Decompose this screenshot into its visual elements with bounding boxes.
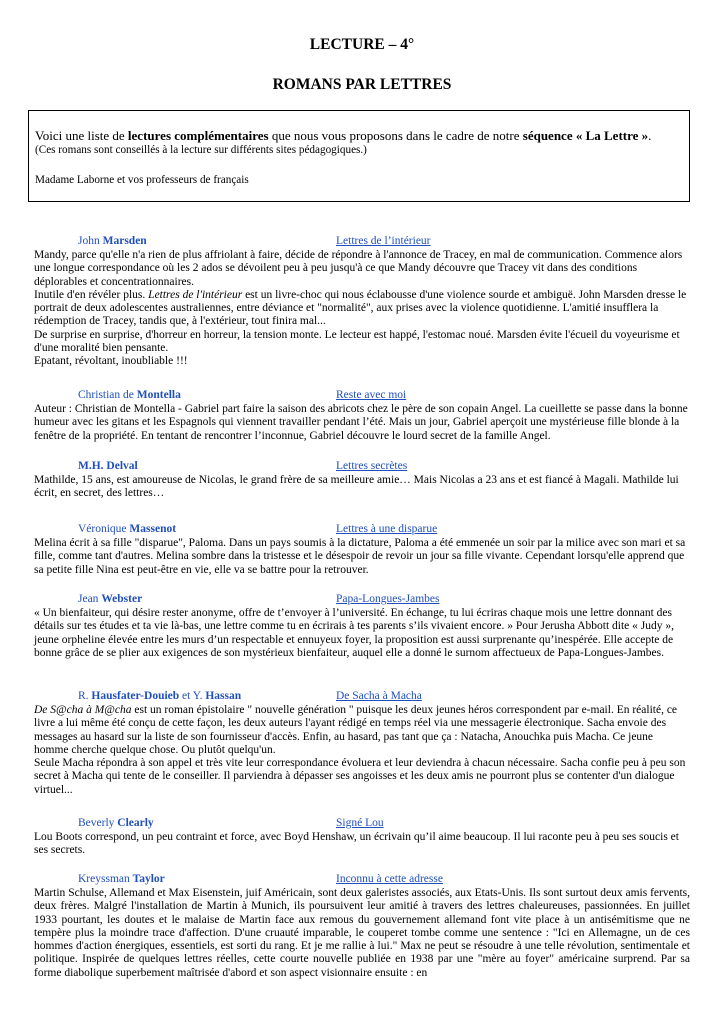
book-author: Jean Webster <box>78 593 143 605</box>
book-title-link[interactable]: Lettres de l’intérieur <box>336 235 431 247</box>
book-title-link[interactable]: Reste avec moi <box>336 389 407 401</box>
book-author: Kreyssman Taylor <box>78 873 165 885</box>
book-summary: Melina écrit à sa fille "disparue", Paloma. Dans un pays soumis à la dictature, Paloma a été emmenée un soir par la milice avec son mari et sa fille, comme tant d'autres. Melina sombre dans la tristesse et le désespoir de revoir un jour sa fille vivante. Cependant lorsqu'elle apprend que sa petite fille Nina est peut-être en vie, elle va se battre pour la retrouver. <box>34 537 686 576</box>
book-author: R. Hausfater-Douieb et Y. Hassan <box>78 690 242 702</box>
book-title-link[interactable]: Signé Lou <box>336 817 384 829</box>
book-author: Véronique Massenot <box>78 523 177 535</box>
book-entry <box>34 690 690 797</box>
book-entry <box>34 873 690 980</box>
book-summary: « Un bienfaiteur, qui désire rester anonyme, offre de t’envoyer à l’université. En échange, tu lui écriras chaque mois une lettre donnant des détails sur tes études et ta vie là-bas, une lettre comme tu en écrirais à tes parents s’ils vivaient encore. » Pour Jerusha Abbott dite « Judy », jeune orpheline élevée entre les murs d’un respectable et ennuyeux foyer, la proposition est aussi surprenante qu’inespérée. Elle accepte de bonne grâce de se plier aux exigences de son mystérieux bienfaiteur, auquel elle a donné le surnom affectueux de Papa-Longues-Jambes. <box>34 607 674 659</box>
book-entry <box>34 523 690 577</box>
book-title-link[interactable]: Lettres secrètes <box>336 460 408 472</box>
book-title-link[interactable]: Inconnu à cette adresse <box>336 873 443 885</box>
intro-text: Voici une liste de lectures complémentaires que nous vous proposons dans le cadre de notre séquence « La Lettre ». <box>35 128 652 143</box>
book-author: M.H. Delval <box>78 460 138 472</box>
book-entry <box>34 235 690 369</box>
book-summary: Auteur : Christian de Montella - Gabriel part faire la saison des abricots chez le père de son copain Angel. La cueillette se passe dans la bonne humeur avec les gitans et les Espagnols qui viennent travailler pendant l’été. Mais un jour, Gabriel aperçoit une mystérieuse fille blonde à la fenêtre de la propriété. En tentant de rencontrer l’inconnue, Gabriel découvre le lourd secret de la famille Angel. <box>34 403 688 442</box>
book-title-link[interactable]: Papa-Longues-Jambes <box>336 593 440 605</box>
book-summary: Lou Boots correspond, un peu contraint et force, avec Boyd Henshaw, un écrivain qu’il aime beaucoup. Il lui raconte peu à peu ses soucis et ses secrets. <box>34 831 679 857</box>
book-entry <box>34 593 690 660</box>
book-entry <box>34 389 690 443</box>
book-entry <box>34 460 690 501</box>
page-title: LECTURE – 4° <box>309 36 415 53</box>
book-author: Christian de Montella <box>78 389 181 401</box>
book-author: John Marsden <box>78 235 147 247</box>
intro-note: (Ces romans sont conseillés à la lecture sur différents sites pédagogiques.) <box>35 144 367 156</box>
book-title-link[interactable]: De Sacha à Macha <box>336 690 422 702</box>
page-subtitle: ROMANS PAR LETTRES <box>272 76 452 93</box>
book-summary: Mandy, parce qu'elle n'a rien de plus affriolant à faire, décide de répondre à l'annonce de Tracey, en mal de communication. Commence alors une longue correspondance où les 2 ados se dévoilent peu à peu jusqu'à ce que Mandy découvre que Tracey vit dans des conditions déplorables et concentrationnaires. Inutile d'en révéler plus. Lettres de l'intérieur est un livre-choc qui nous éclabousse d'une violence sourde et ambiguë. John Marsden dresse le portrait de deux adolescentes australiennes, entre déviance et "normalité", aux prises avec la violence quotidienne. L'amitié insufflera la rédemption de Tracey, tandis que, à l'extérieur, tout finira mal... De surprise en surprise, d'horreur en horreur, la tension monte. Le lecteur est happé, l'estomac noué. Marsden évite l'écueil du voyeurisme et d'une moralité bien pensante. Epatant, révoltant, inoubliable !!! <box>34 249 687 368</box>
intro-signature: Madame Laborne et vos professeurs de français <box>35 174 249 186</box>
book-entry <box>34 817 690 858</box>
intro-box <box>28 110 690 202</box>
book-title-link[interactable]: Lettres à une disparue <box>336 523 438 535</box>
book-summary: Mathilde, 15 ans, est amoureuse de Nicolas, le grand frère de sa meilleure amie… Mais Nicolas a 23 ans et est fiancé à Magali. Mathilde lui écrit, en secret, des lettres… <box>34 474 679 500</box>
book-summary: Martin Schulse, Allemand et Max Eisenstein, juif Américain, sont deux galeristes associés, aux Etats-Unis. Ils sont surtout deux amis fervents, deux frères. Malgré l'installation de Martin à Munich, ils poursuivent leur amitié à travers des lettres chaleureuses, passionnées. En juillet 1933 pourtant, les doutes et le malaise de Martin face aux remous du gouvernement allemand font vite place à un antisémitisme que ne tempère plus la moindre trace d'affection. D'une cruauté imparable, le couperet tombe comme une sentence : "Ici en Allemagne, un de ces hommes d'action énergiques, essentiels, est sorti du rang. Et je me rallie à lui." Max ne peut se résoudre à une telle révolution, sentimentale et politique. Inspirée de quelques lettres réelles, cette courte nouvelle publiée en 1938 par une "mère au foyer" américaine surprend. Par sa forme diabolique superbement maîtrisée d'abord et son aspect visionnaire ensuite : en <box>34 887 690 979</box>
book-author: Beverly Clearly <box>78 817 154 829</box>
book-summary: De S@cha à M@cha est un roman épistolaire " nouvelle génération " puisque les deux jeunes héros correspondent par e-mail. En réalité, ce livre a lui même été conçu de cette façon, les deux auteurs l'ayant rédigé en temps réel via une messagerie électronique. Sacha envoie des messages au hasard sur la liste de son fournisseur d'accès. Enfin, au hasard, pas tant que ça : Natacha, Anouchka puis Macha. Ce jeune homme cherche quelque chose. Ou plutôt quelqu'un. Seule Macha répondra à son appel et très vite leur correspondance évoluera et leur deviendra à chacun nécessaire. Sacha confie peu à peu son secret à Macha qui tente de le conseiller. Il parviendra à dépasser ses angoisses et les deux amis ne pourront plus se contenter d'un dialogue virtuel... <box>34 704 686 796</box>
